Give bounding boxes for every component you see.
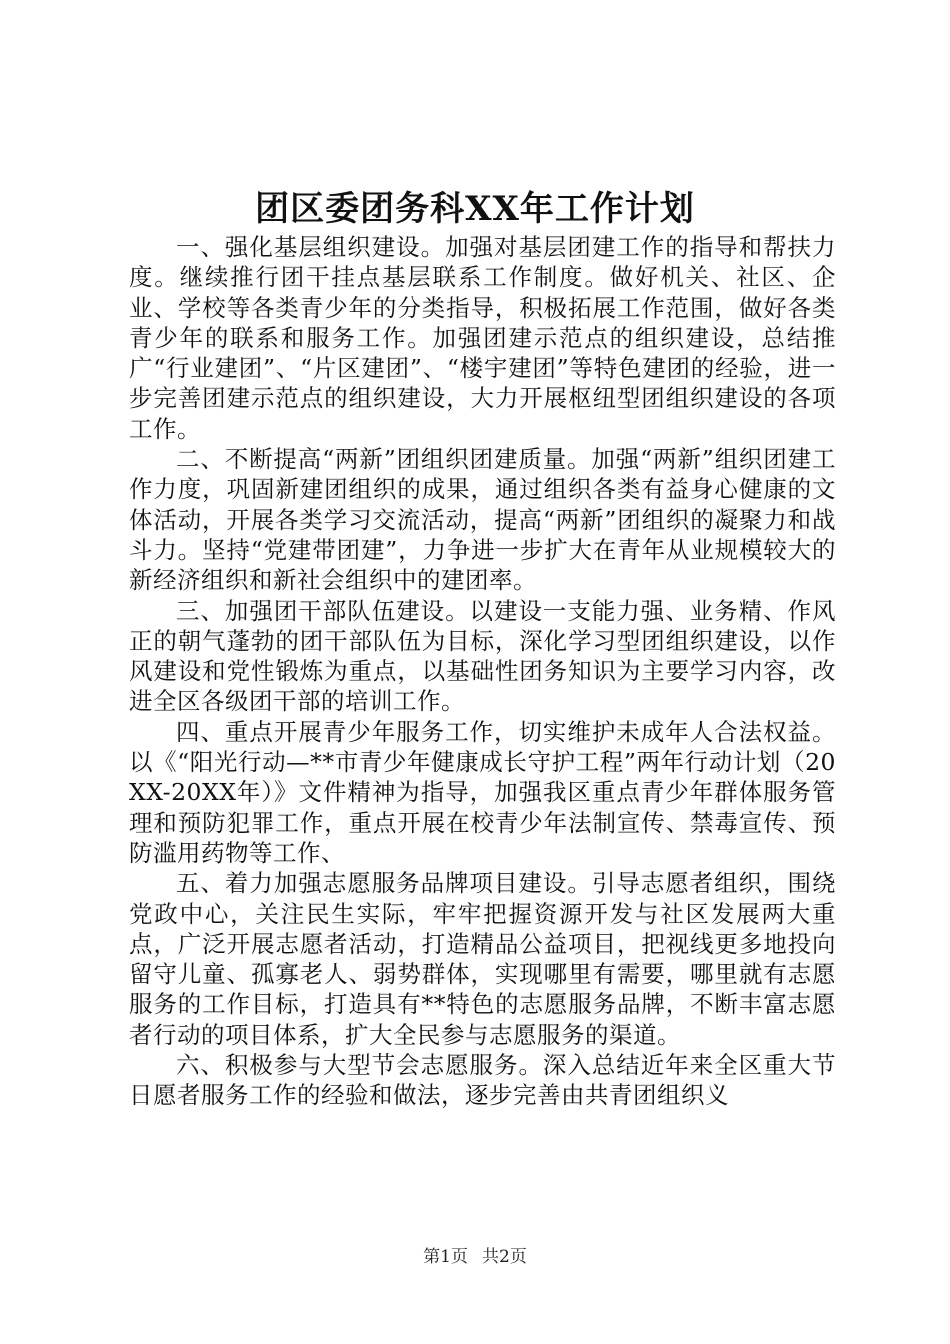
document-title: 团区委团务科XX年工作计划 bbox=[255, 189, 695, 229]
page-total: 共2页 bbox=[482, 1247, 527, 1267]
paragraph-5: 五、着力加强志愿服务品牌项目建设。引导志愿者组织，围绕党政中心，关注民生实际，牢牢把握资源开发与社区发展两大重点，广泛开展志愿者活动，打造精品公益项目，把视线更多地投向留守儿童、孤寡老人、弱势群体，实现哪里有需要，哪里就有志愿服务的工作目标，打造具有**特色的志愿服务品牌，不断丰富志愿者行动的项目体系，扩大全民参与志愿服务的渠道。 bbox=[129, 869, 836, 1049]
document-body bbox=[129, 232, 836, 1111]
paragraph-6: 六、积极参与大型节会志愿服务。深入总结近年来全区重大节日愿者服务工作的经验和做法，逐步完善由共青团组织义 bbox=[129, 1051, 836, 1110]
paragraph-3: 三、加强团干部队伍建设。以建设一支能力强、业务精、作风正的朝气蓬勃的团干部队伍为目标，深化学习型团组织建设，以作风建设和党性锻炼为重点，以基础性团务知识为主要学习内容，改进全区各级团干部的培训工作。 bbox=[129, 596, 836, 716]
paragraph-4: 四、重点开展青少年服务工作，切实维护未成年人合法权益。以《“阳光行动—**市青少年健康成长守护工程”两年行动计划（20XX-20XX年）》文件精神为指导，加强我区重点青少年群体服务管理和预防犯罪工作，重点开展在校青少年法制宣传、禁毒宣传、预防滥用药物等工作、 bbox=[129, 717, 836, 867]
page-number: 第1页 bbox=[423, 1247, 468, 1267]
paragraph-1: 一、强化基层组织建设。加强对基层团建工作的指导和帮扶力度。继续推行团干挂点基层联系工作制度。做好机关、社区、企业、学校等各类青少年的分类指导，积极拓展工作范围，做好各类青少年的联系和服务工作。加强团建示范点的组织建设，总结推广“行业建团”、“片区建团”、“楼宇建团”等特色建团的经验，进一步完善团建示范点的组织建设，大力开展枢纽型团组织建设的各项工作。 bbox=[129, 233, 836, 443]
page-footer bbox=[0, 1245, 950, 1269]
paragraph-2: 二、不断提高“两新”团组织团建质量。加强“两新”组织团建工作力度，巩固新建团组织的成果，通过组织各类有益身心健康的文体活动，开展各类学习交流活动，提高“两新”团组织的凝聚力和战斗力。坚持“党建带团建”，力争进一步扩大在青年从业规模较大的新经济组织和新社会组织中的建团率。 bbox=[129, 445, 836, 595]
